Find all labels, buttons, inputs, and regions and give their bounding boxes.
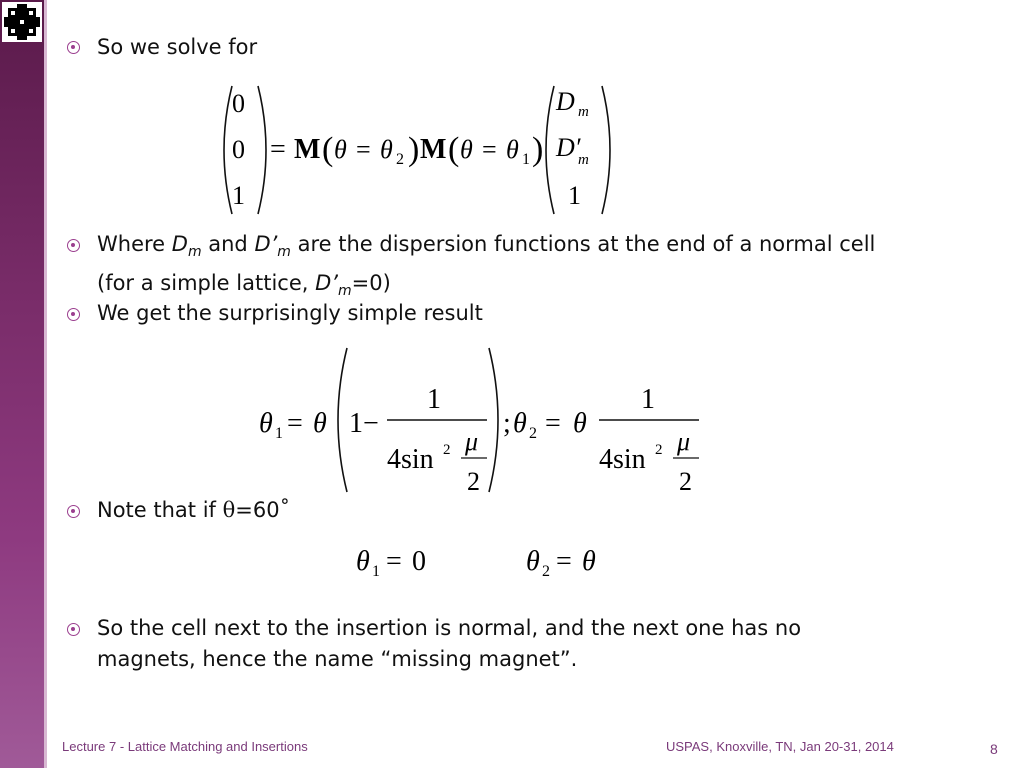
text-conclusion-line1: So the cell next to the insertion is normal, and the next one has no xyxy=(97,616,802,640)
frac2-num: 1 xyxy=(641,384,655,415)
matrix-m2: M xyxy=(420,134,447,165)
minus: − xyxy=(363,408,379,439)
eq3-sub1: 1 xyxy=(372,563,380,580)
equation-matrix xyxy=(210,80,630,220)
bullet-icon xyxy=(67,41,80,54)
equals-a: = xyxy=(356,135,371,164)
symbol-dm: D xyxy=(171,232,188,256)
bullet-text-note xyxy=(97,495,290,526)
svg-text:): ) xyxy=(532,131,544,168)
eq3-theta1: θ xyxy=(356,546,370,577)
rhs-0-sub: m xyxy=(578,104,589,120)
eq3-equals-a: = xyxy=(386,546,402,577)
svg-text:): ) xyxy=(408,131,420,168)
eq3-sub2: 2 xyxy=(542,563,550,580)
text-conclusion-line2: magnets, hence the name “missing magnet”. xyxy=(97,647,578,671)
bullet-text-solve: So we solve for xyxy=(97,35,258,59)
bullet-icon xyxy=(67,239,80,252)
frac1-sq: 2 xyxy=(443,442,451,458)
symbol-dpm-sub-2: m xyxy=(337,283,352,300)
bullet-icon xyxy=(67,308,80,321)
theta-rhs: θ xyxy=(313,408,327,439)
text-where: Where xyxy=(97,232,172,256)
rhs-1-sub: m xyxy=(578,152,589,168)
matrix-m1: M xyxy=(294,134,321,165)
theta1-sub: 1 xyxy=(275,425,283,442)
bullet-icon xyxy=(67,623,80,636)
theta1: θ xyxy=(259,408,273,439)
bullet-text-where xyxy=(97,229,977,307)
eq3-theta: θ xyxy=(582,546,596,577)
text-note-that-if: Note that if xyxy=(97,498,223,522)
footer-lecture-title: Lecture 7 - Lattice Matching and Insertions xyxy=(62,739,308,754)
fermilab-logo-icon xyxy=(2,2,42,42)
lhs-0: 0 xyxy=(232,89,245,118)
equals-b: = xyxy=(482,135,497,164)
lhs-1: 0 xyxy=(232,135,245,164)
symbol-dpm: D’ xyxy=(254,232,278,256)
symbol-theta: θ xyxy=(222,498,236,522)
frac2-two: 2 xyxy=(679,467,692,496)
frac2-mu: μ xyxy=(677,427,691,456)
equation-theta-result xyxy=(255,340,715,500)
frac1-den: 4sin xyxy=(387,444,434,475)
frac2-sq: 2 xyxy=(655,442,663,458)
svg-text:(: ( xyxy=(322,131,334,168)
eq3-zero: 0 xyxy=(412,546,426,577)
theta2: θ xyxy=(513,408,527,439)
footer-event: USPAS, Knoxville, TN, Jan 20-31, 2014 xyxy=(666,739,894,754)
theta-rhs-b: θ xyxy=(573,408,587,439)
theta-a: θ xyxy=(334,135,347,164)
page-number: 8 xyxy=(990,741,998,757)
text-equals-zero: =0) xyxy=(351,271,391,296)
theta-b: θ xyxy=(380,135,393,164)
fermilab-logo xyxy=(2,2,42,42)
svg-text:(: ( xyxy=(448,131,460,168)
rhs-0: D xyxy=(556,87,575,116)
sidebar-band xyxy=(0,0,44,768)
eq3-theta2: θ xyxy=(526,546,540,577)
sidebar-edge xyxy=(44,0,47,768)
frac2-den: 4sin xyxy=(599,444,646,475)
sub-2: 2 xyxy=(396,151,404,168)
eq2-equals-b: = xyxy=(545,408,561,439)
text-and: and xyxy=(201,232,255,256)
frac1-two: 2 xyxy=(467,467,480,496)
symbol-dm-sub: m xyxy=(187,244,202,261)
equals: = xyxy=(270,134,286,165)
frac1-num: 1 xyxy=(427,384,441,415)
symbol-dpm-sub: m xyxy=(277,244,291,261)
sub-1: 1 xyxy=(522,151,530,168)
symbol-dpm-2: D’ xyxy=(315,271,338,296)
frac1-mu: μ xyxy=(465,427,479,456)
one-a: 1 xyxy=(349,408,363,439)
bullet-text-result: We get the surprisingly simple result xyxy=(97,301,483,325)
text-dispersion: are the dispersion functions at the end of a normal cell xyxy=(290,232,876,256)
theta-d: θ xyxy=(506,135,519,164)
semicolon: ; xyxy=(503,408,511,439)
text-60-deg: =60˚ xyxy=(235,498,291,522)
equation-theta-values xyxy=(350,538,630,588)
eq2-equals: = xyxy=(287,408,303,439)
rhs-2: 1 xyxy=(568,181,581,210)
theta-c: θ xyxy=(460,135,473,164)
rhs-1: D′ xyxy=(556,133,581,162)
theta2-sub: 2 xyxy=(529,425,537,442)
eq3-equals-b: = xyxy=(556,546,572,577)
bullet-text-conclusion xyxy=(97,613,977,675)
bullet-icon xyxy=(67,505,80,518)
lhs-2: 1 xyxy=(232,181,245,210)
text-simple-lattice: (for a simple lattice, xyxy=(97,271,316,296)
